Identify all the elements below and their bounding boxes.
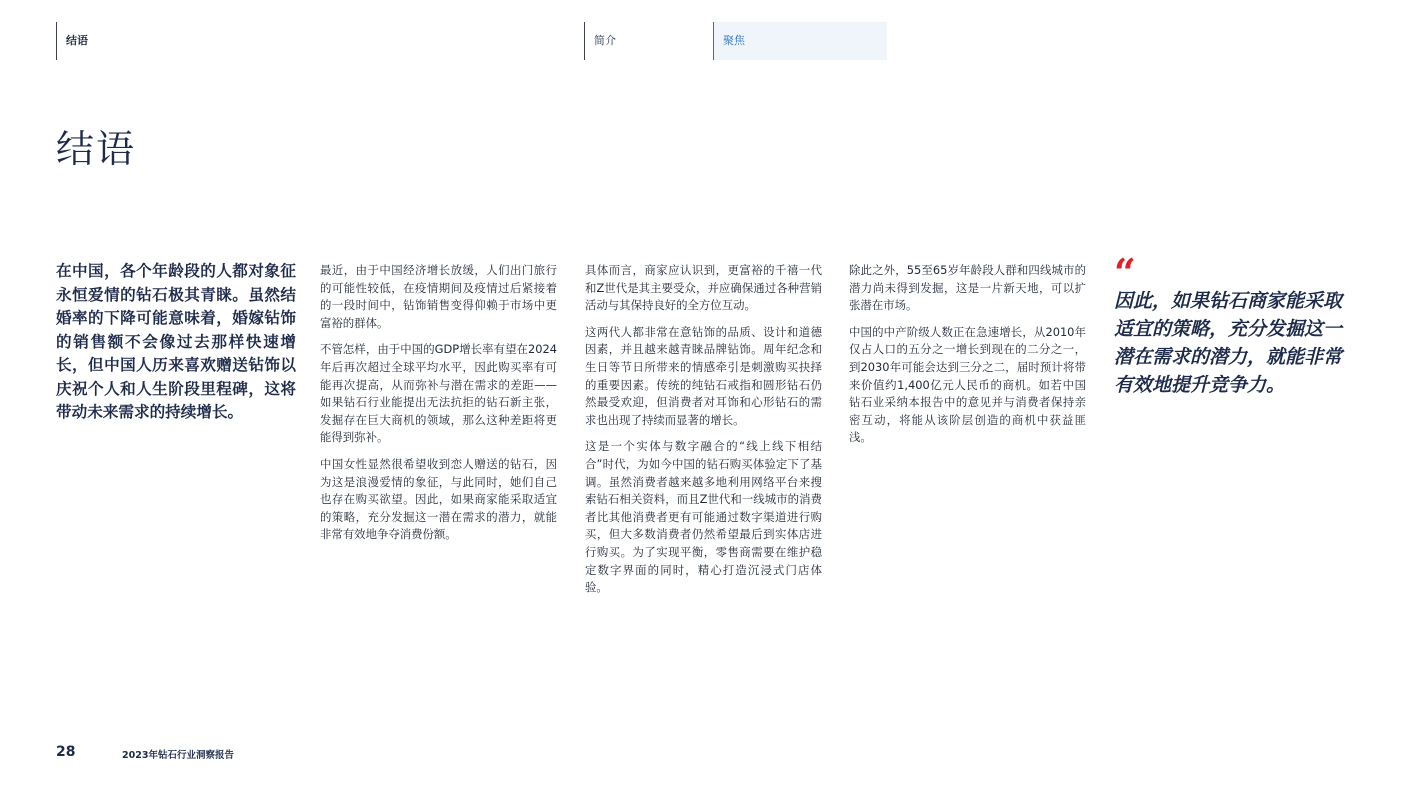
tab-intro[interactable] bbox=[584, 22, 712, 60]
tab-focus-label: 聚焦 bbox=[723, 34, 745, 47]
body-paragraph: 这两代人都非常在意钻饰的品质、设计和道德因素，并且越来越青睐品牌钻饰。周年纪念和生日等节日所带来的情感牵引是刺激购买抉择的重要因素。传统的纯钻石戒指和圆形钻石仍然最受欢迎，但消费者对耳饰和心形钻石的需求也出现了持续而显著的增长。 bbox=[585, 324, 822, 427]
tab-intro-label: 简介 bbox=[594, 34, 616, 47]
body-paragraph: 这是一个实体与数字融合的“线上线下相结合”时代，为如今中国的钻石购买体验定下了基调。虽然消费者越来越多地利用网络平台来搜索钻石相关资料，而且Z世代和一线城市的消费者比其他消费者更有可能通过数字渠道进行购买，但大多数消费者仍然希望最后到实体店进行购买。为了实现平衡，零售商需要在维护稳定数字界面的同时，精心打造沉浸式门店体验。 bbox=[585, 439, 822, 595]
tab-focus[interactable] bbox=[713, 22, 887, 60]
pull-quote: 因此，如果钻石商家能采取适宜的策略，充分发掘这一潜在需求的潜力，就能非常有效地提升竞争力。 bbox=[1114, 290, 1343, 396]
body-paragraph: 不管怎样，由于中国的GDP增长率有望在2024年后再次超过全球平均水平，因此购买率有可能再次提高，从而弥补与潜在需求的差距——如果钻石行业能提出无法抗拒的钻石新主张，发掘存在巨大商机的领域，那么这种差距将更能得到弥补。 bbox=[320, 342, 557, 445]
nav-section-label-text: 结语 bbox=[66, 34, 88, 47]
body-column-3 bbox=[849, 262, 1086, 456]
page-title: 结语 bbox=[56, 127, 137, 171]
nav-section-label bbox=[56, 22, 256, 60]
body-paragraph: 具体而言，商家应认识到，更富裕的千禧一代和Z世代是其主要受众，并应确保通过各种营销活动与其保持良好的全方位互动。 bbox=[585, 263, 822, 313]
quote-mark-icon: “ bbox=[1114, 250, 1136, 295]
body-paragraph: 最近，由于中国经济增长放缓，人们出门旅行的可能性较低，在疫情期间及疫情过后紧接着的一段时间中，钻饰销售变得仰赖于市场中更富裕的群体。 bbox=[320, 263, 557, 330]
body-paragraph: 中国女性显然很希望收到恋人赠送的钻石，因为这是浪漫爱情的象征，与此同时，她们自己也存在购买欲望。因此，如果商家能采取适宜的策略，充分发掘这一潜在需求的潜力，就能非常有效地争夺消费份额。 bbox=[320, 456, 557, 542]
body-column-2 bbox=[585, 262, 822, 606]
body-paragraph: 中国的中产阶级人数正在急速增长，从2010年仅占人口的五分之一增长到现在的二分之一，到2030年可能会达到三分之二，届时预计将带来价值约1,400亿元人民币的商机。如若中国钻石业采纳本报告中的意见并与消费者保持亲密互动，将能从该阶层创造的商机中获益匪浅。 bbox=[849, 324, 1086, 445]
page-number: 28 bbox=[56, 744, 76, 760]
report-title: 2023年钻石行业洞察报告 bbox=[122, 750, 234, 761]
body-paragraph: 除此之外，55至65岁年龄段人群和四线城市的潜力尚未得到发掘，这是一片新天地，可以扩张潜在市场。 bbox=[849, 263, 1086, 313]
body-column-1 bbox=[320, 262, 557, 553]
lead-paragraph: 在中国，各个年龄段的人都对象征永恒爱情的钻石极其青睐。虽然结婚率的下降可能意味着，婚嫁钻饰的销售额不会像过去那样快速增长，但中国人历来喜欢赠送钻饰以庆祝个人和人生阶段里程碑，这将带动未来需求的持续增长。 bbox=[56, 261, 296, 421]
